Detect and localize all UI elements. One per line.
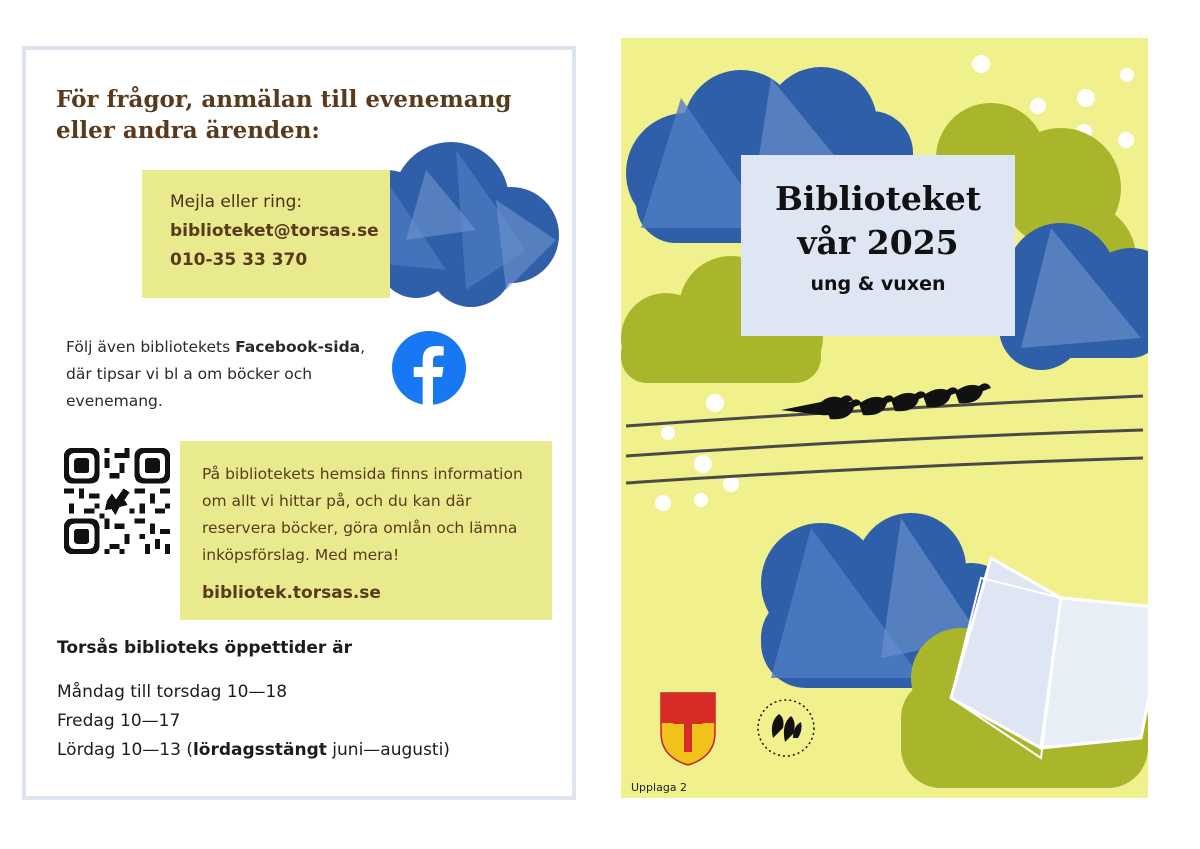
facebook-icon[interactable] xyxy=(391,330,467,406)
facebook-text-line-2: där tipsar vi bl a om böcker och xyxy=(66,365,313,383)
facebook-page-link[interactable]: Facebook-sida xyxy=(235,338,361,356)
website-link[interactable]: bibliotek.torsas.se xyxy=(202,583,381,603)
title-box xyxy=(741,155,1015,336)
website-info: På bibliotekets hemsida finns information om allt vi hittar på, och du kan där reservera böcker, göra omlån och lämna inköpsförslag. Med mera! xyxy=(202,465,523,564)
left-page xyxy=(22,46,576,800)
cover-illustration xyxy=(621,38,1148,798)
website-box xyxy=(180,441,552,620)
birds-on-wire xyxy=(781,383,991,419)
contact-box xyxy=(142,170,390,298)
email-link[interactable]: biblioteket@torsas.se xyxy=(170,221,379,241)
phone-number[interactable]: 010-35 33 370 xyxy=(170,250,308,270)
subtitle: ung & vuxen xyxy=(810,273,946,295)
contact-heading xyxy=(56,84,536,146)
hours-fri: Fredag 10—17 xyxy=(57,711,181,731)
hours-sat: Lördag 10—13 (lördagsstängt juni—augusti) xyxy=(57,740,450,760)
facebook-text-line-1: Följ även bibliotekets Facebook-sida, xyxy=(66,338,366,356)
edition-label: Upplaga 2 xyxy=(631,781,688,794)
hours-mon-thu: Måndag till torsdag 10—18 xyxy=(57,682,288,702)
title-line-2: vår 2025 xyxy=(797,223,959,262)
qr-code[interactable] xyxy=(64,448,170,554)
contact-heading-line-1: För frågor, anmälan till evenemang xyxy=(56,86,512,113)
kultur-fritid-seal xyxy=(758,700,814,756)
title-line-1: Biblioteket xyxy=(775,179,981,218)
facebook-text-line-3: evenemang. xyxy=(66,392,163,410)
opening-hours-heading: Torsås biblioteks öppettider är xyxy=(57,638,353,658)
contact-heading-line-2: eller andra ärenden: xyxy=(56,117,320,144)
opening-hours-list xyxy=(57,678,450,765)
cover-page xyxy=(621,38,1148,798)
contact-label: Mejla eller ring: xyxy=(170,192,303,212)
facebook-text xyxy=(66,334,406,415)
torsas-coat-of-arms xyxy=(661,693,715,765)
